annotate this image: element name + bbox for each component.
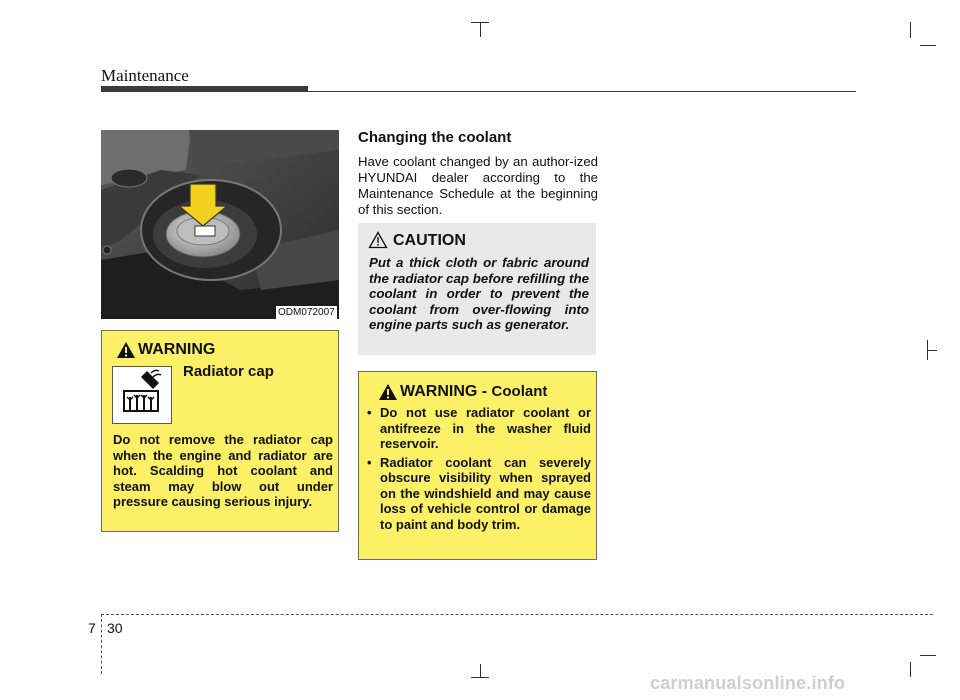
section-body: Have coolant changed by an author-ized HYUNDAI dealer according to the Maintenance Schedule at the beginning of this section. bbox=[358, 154, 598, 217]
crop-mark-top-center-v bbox=[480, 22, 481, 37]
list-item-text: Do not use radiator coolant or antifreeze in the washer fluid reservoir. bbox=[380, 405, 591, 451]
header-rule-thin bbox=[308, 91, 856, 92]
section-heading: Changing the coolant bbox=[358, 129, 512, 146]
warning-triangle-icon bbox=[378, 383, 398, 401]
list-item bbox=[367, 455, 591, 533]
crop-mark-top-right-h bbox=[920, 45, 936, 46]
photo-code: ODM072007 bbox=[278, 307, 335, 318]
crop-mark-bottom-center-v bbox=[480, 664, 481, 677]
section-title: Maintenance bbox=[101, 66, 189, 85]
chapter-number: 7 bbox=[88, 620, 96, 636]
caution-box bbox=[358, 223, 596, 355]
footer-rule-vertical bbox=[101, 614, 102, 674]
warning-label bbox=[400, 383, 547, 401]
list-item-text: Radiator coolant can severely obscure visibility when sprayed on the windshield and may cause loss of vehicle control or damage to paint and body trim. bbox=[380, 454, 591, 532]
warning-list bbox=[367, 405, 591, 535]
warning-box-radiator bbox=[101, 330, 339, 532]
caution-triangle-icon bbox=[368, 231, 388, 249]
warning-body: Do not remove the radiator cap when the engine and radiator are hot. Scalding hot coolant and steam may blow out under pressure causing serious injury. bbox=[113, 432, 333, 509]
page-number: 30 bbox=[107, 620, 123, 636]
crop-mark-top-right-v bbox=[910, 22, 911, 38]
crop-mark-right-center-h bbox=[927, 350, 937, 351]
hot-radiator-icon bbox=[112, 366, 172, 424]
crop-mark-bottom-center-h bbox=[471, 677, 489, 678]
caution-body: Put a thick cloth or fabric around the radiator cap before refilling the coolant in order to prevent the coolant from over-flowing into engine parts such as generator. bbox=[369, 255, 589, 332]
warning-triangle-icon bbox=[116, 341, 136, 359]
crop-mark-top-center-h bbox=[471, 22, 489, 23]
warning-box-coolant bbox=[358, 371, 597, 560]
watermark: carmanualsonline.info bbox=[650, 673, 846, 693]
warning-label-text: WARNING - bbox=[400, 383, 492, 400]
warning-label: WARNING bbox=[138, 341, 216, 358]
radiator-cap-photo bbox=[101, 130, 339, 319]
footer-rule bbox=[101, 614, 933, 615]
caution-label: CAUTION bbox=[393, 232, 466, 249]
warning-sublabel: Coolant bbox=[491, 383, 548, 400]
header-rule-thick bbox=[101, 86, 308, 92]
bullet-icon: • bbox=[367, 454, 372, 470]
list-item bbox=[367, 405, 591, 452]
warning-subtitle: Radiator cap bbox=[183, 363, 274, 380]
bullet-icon: • bbox=[367, 405, 372, 420]
crop-mark-bottom-right-v bbox=[910, 662, 911, 677]
crop-mark-bottom-right-h bbox=[920, 655, 936, 656]
